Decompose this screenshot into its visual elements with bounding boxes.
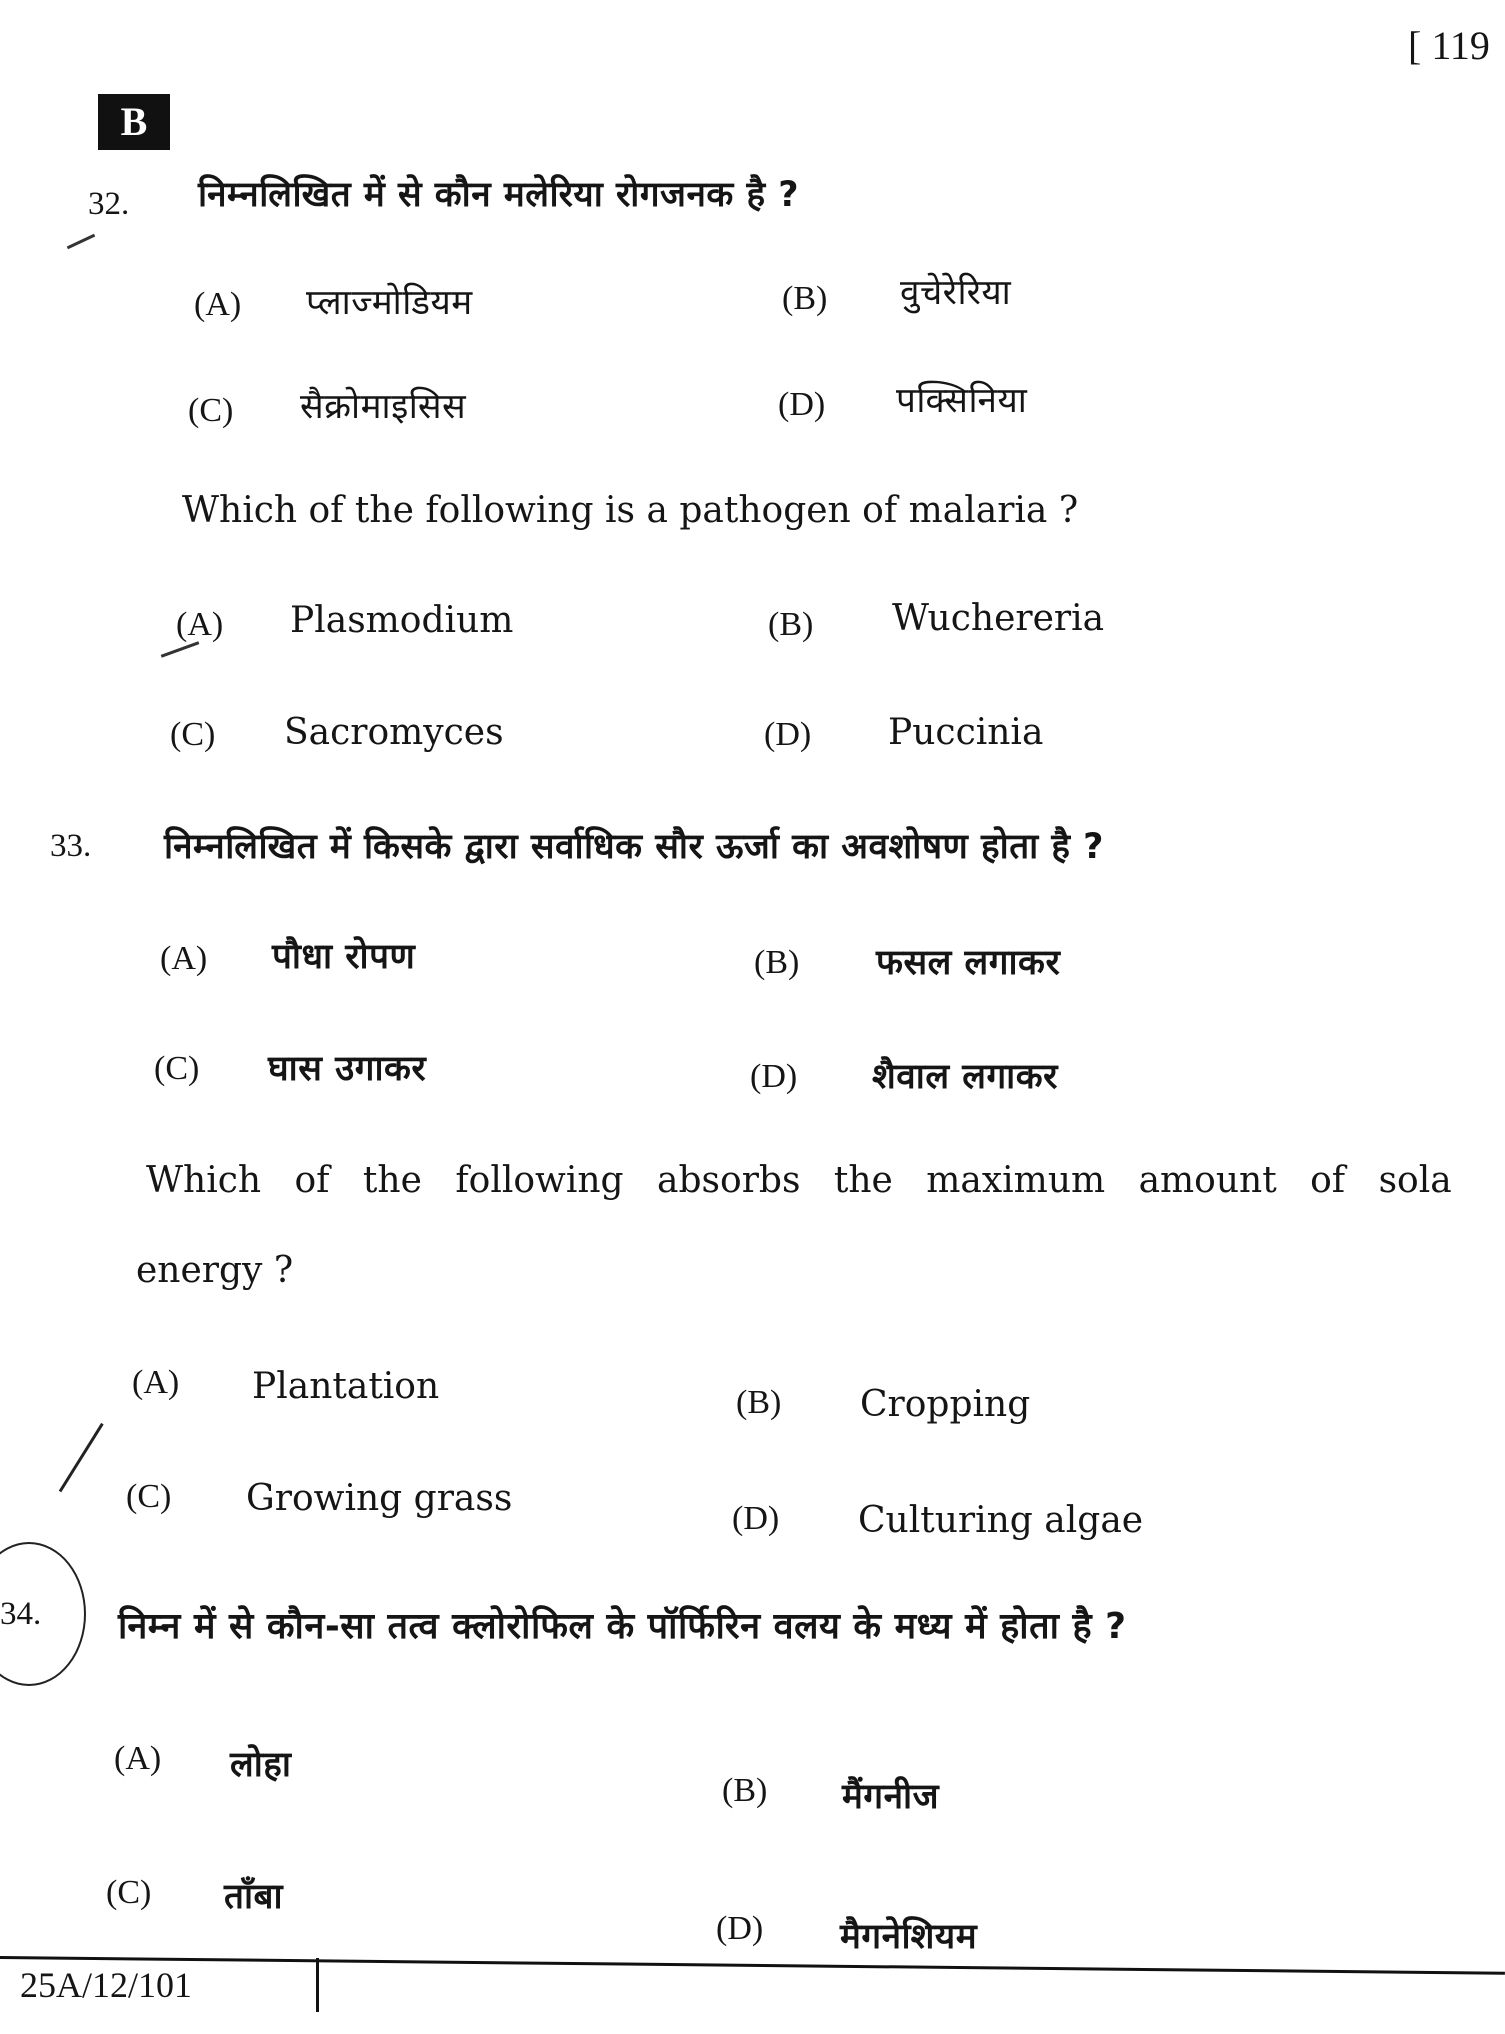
question-number-34: 34. [0, 1596, 42, 1632]
option-text: ताँबा [224, 1877, 284, 1917]
option-text: पक्सिनिया [896, 381, 1028, 421]
pen-tick-mark [67, 234, 95, 249]
question-34-hindi-text: निम्न में से कौन-सा तत्व क्लोरोफिल के पॉर्फिरिन वलय के मध्य में होता है ? [118, 1606, 1127, 1647]
option-text: वुचेरेरिया [900, 273, 1012, 313]
option-text: Wuchereria [892, 598, 1105, 639]
option-text: मैंगनीज [842, 1777, 940, 1817]
option-label: (A) [160, 940, 208, 977]
question-33-english-text-line2: energy ? [136, 1250, 294, 1291]
option-label: (C) [154, 1050, 200, 1087]
option-text: Plasmodium [290, 600, 514, 641]
option-label: (B) [736, 1384, 782, 1421]
question-33-hindi-text: निम्नलिखित में किसके द्वारा सर्वाधिक सौर ऊर्जा का अवशोषण होता है ? [164, 827, 1104, 867]
option-text: घास उगाकर [268, 1049, 427, 1089]
option-text: फसल लगाकर [876, 943, 1061, 983]
option-label: (C) [126, 1478, 172, 1515]
option-label: (B) [754, 944, 800, 981]
option-text: Culturing algae [858, 1500, 1144, 1541]
set-badge: B [98, 94, 170, 150]
option-label: (C) [170, 716, 216, 753]
option-text: Cropping [860, 1384, 1031, 1425]
option-label: (B) [782, 280, 828, 317]
question-32-hindi-text: निम्नलिखित में से कौन मलेरिया रोगजनक है ? [198, 175, 800, 215]
paper-code: 25A/12/101 [8, 1958, 319, 2012]
question-32-english-text: Which of the following is a pathogen of malaria ? [182, 490, 1079, 531]
option-label: (B) [722, 1772, 768, 1809]
option-label: (D) [764, 716, 812, 753]
question-number-32: 32. [88, 186, 130, 222]
option-text: पौधा रोपण [272, 937, 416, 977]
option-label: (D) [732, 1500, 780, 1537]
option-label: (C) [188, 392, 234, 429]
option-text: मैगनेशियम [840, 1917, 978, 1957]
option-text: Sacromyces [284, 712, 504, 753]
option-text: प्लाज्मोडियम [306, 283, 473, 323]
option-label: (A) [194, 286, 242, 323]
question-number-33: 33. [50, 828, 92, 864]
option-text: Growing grass [246, 1478, 513, 1519]
question-33-english-text-line1: Which of the following absorbs the maximum amount of sola [146, 1160, 1452, 1201]
option-label: (A) [114, 1740, 162, 1777]
option-text: Puccinia [888, 712, 1044, 753]
option-text: लोहा [230, 1745, 292, 1785]
option-text: Plantation [252, 1366, 440, 1407]
option-label: (A) [176, 606, 224, 643]
option-label: (D) [750, 1058, 798, 1095]
option-label: (D) [778, 386, 826, 423]
option-label: (D) [716, 1910, 764, 1947]
option-label: (A) [132, 1364, 180, 1401]
option-label: (B) [768, 606, 814, 643]
page-number: [ 119 [1408, 23, 1490, 68]
pen-stroke-mark [59, 1423, 104, 1492]
option-label: (C) [106, 1874, 152, 1911]
option-text: सैक्रोमाइसिस [300, 387, 467, 427]
option-text: शैवाल लगाकर [872, 1057, 1058, 1097]
